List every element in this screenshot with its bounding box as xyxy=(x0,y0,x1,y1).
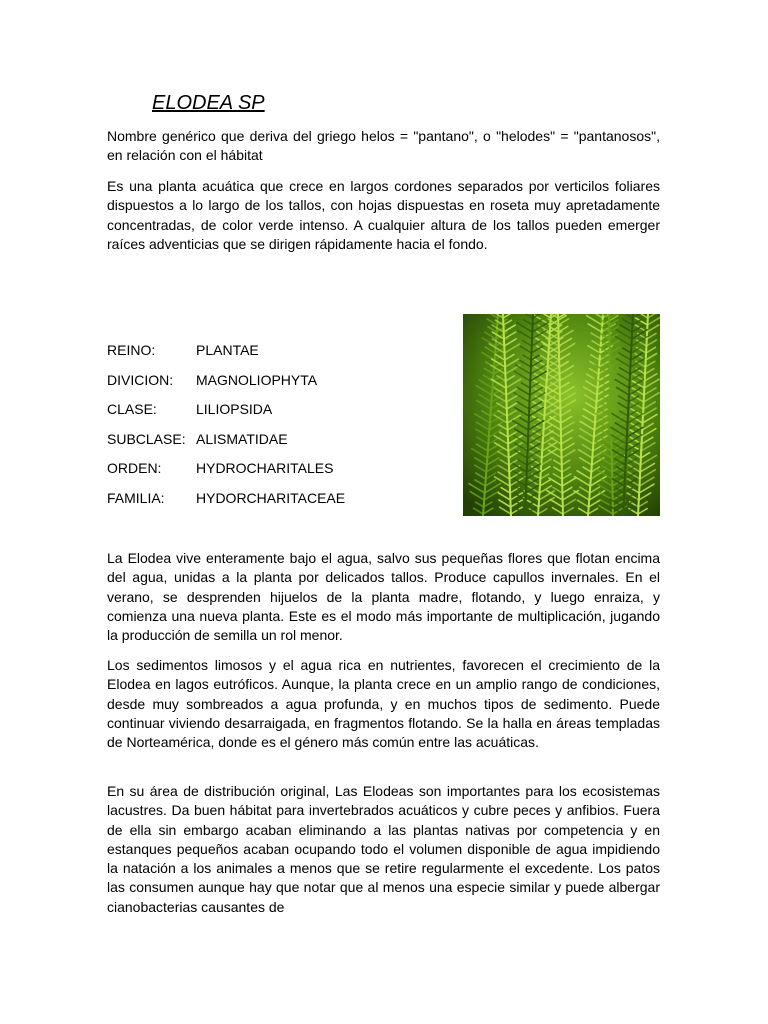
taxonomy-row-familia xyxy=(107,489,345,519)
body-paragraph-growth: Los sedimentos limosos y el agua rica en nutrientes, favorecen el crecimiento de la Elodea en lagos eutróficos. Aunque, la planta crece en un amplio rango de condiciones, desde muy sombreados a agua profunda, y en muchos tipos de sedimento. Puede continuar viviendo desarraigada, en fragmentos flotando. Se la halla en áreas templadas de Norteamérica, donde es el género más común entre las acuáticas. xyxy=(107,657,660,751)
taxonomy-row-clase xyxy=(107,400,345,430)
taxonomy-row-reino xyxy=(107,341,345,371)
intro-paragraph-etymology: Nombre genérico que deriva del griego helos = "pantano", o "helodes" = "pantanosos", en relación con el hábitat xyxy=(107,128,660,164)
taxonomy-value: HYDORCHARITACEAE xyxy=(196,489,346,506)
taxonomy-label: ORDEN: xyxy=(107,460,162,477)
taxonomy-value: HYDROCHARITALES xyxy=(196,460,334,477)
taxonomy-label: REINO: xyxy=(107,342,156,358)
taxonomy-row-subclase xyxy=(107,430,345,460)
elodea-plant-illustration xyxy=(463,314,660,516)
taxonomy-row-division xyxy=(107,371,345,401)
taxonomy-label: SUBCLASE: xyxy=(107,430,186,447)
taxonomy-list xyxy=(107,341,345,519)
taxonomy-value: PLANTAE xyxy=(196,342,259,358)
taxonomy-label: CLASE: xyxy=(107,401,157,418)
document-title: ELODEA SP xyxy=(152,92,265,114)
taxonomy-label: DIVICION: xyxy=(107,371,174,388)
taxonomy-value: LILIOPSIDA xyxy=(196,401,273,418)
body-paragraph-ecology: En su área de distribución original, Las Elodeas son importantes para los ecosistemas lacustres. Da buen hábitat para invertebrados acuáticos y cubre peces y anfibios. Fuera de ella sin embargo acaban eliminando a las plantas nativas por competencia y en estanques pequeños acaban ocupando todo el volumen disponible de agua impidiendo la natación a los animales a menos que se retire regularmente el excedente. Los patos las consumen aunque hay que notar que al menos una especie similar y puede albergar cianobacterias causantes de xyxy=(107,783,660,915)
taxonomy-label: FAMILIA: xyxy=(107,489,165,506)
intro-paragraph-description: Es una planta acuática que crece en largos cordones separados por verticilos foliares dispuestos a lo largo de los tallos, con hojas dispuestas en roseta muy apretadamente concentradas, de color verde intenso. A cualquier altura de los tallos pueden emerger raíces adventicias que se dirigen rápidamente hacia el fondo. xyxy=(107,178,660,252)
taxonomy-value: MAGNOLIOPHYTA xyxy=(196,371,318,388)
elodea-plant-photo xyxy=(463,314,660,516)
taxonomy-value: ALISMATIDAE xyxy=(196,430,288,447)
body-paragraph-habitat: La Elodea vive enteramente bajo el agua, salvo sus pequeñas flores que flotan encima del agua, unidas a la planta por delicados tallos. Produce capullos invernales. En el verano, se desprenden hijuelos de la planta madre, flotando, y luego enraiza, y comienza una nueva planta. Este es el modo más importante de multiplicación, jugando la producción de semilla un rol menor. xyxy=(107,550,660,644)
taxonomy-row-orden xyxy=(107,459,345,489)
